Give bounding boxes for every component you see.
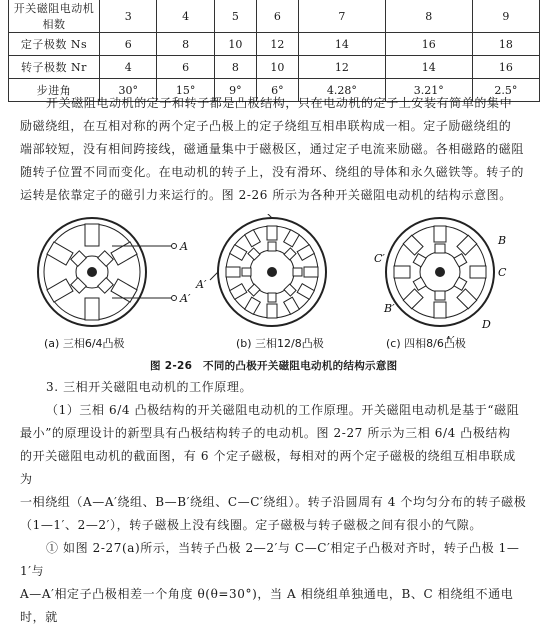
table-row (9, 33, 540, 56)
label-c-A (439, 214, 448, 215)
table-cell: 18 (472, 33, 539, 56)
table-cell: 6 (256, 0, 298, 33)
caption-a: (a) 三相6/4凸极 (44, 337, 125, 350)
table-row (9, 0, 540, 33)
section-para2-line: ① 如图 2-27(a)所示，当转子凸极 2—2′与 C—C′相定子凸极对齐时，转子凸极 1—1′与 (20, 541, 520, 578)
row-label: 开关磁阻电动机相数 (9, 0, 100, 33)
table-cell: 4 (157, 0, 214, 33)
table-cell: 30° (100, 79, 157, 102)
diagram-a-6-4-motor (38, 218, 191, 326)
section-heading: 3. 三相开关磁阻电动机的工作原理。 (46, 380, 253, 394)
table-cell: 2.5° (472, 79, 539, 102)
section-para1-line: （1）三相 6/4 凸极结构的开关磁阻电动机的工作原理。开关磁阻电动机是基于“磁阻 (46, 403, 520, 417)
section-para1-line: 一相绕组（A—A′绕组、B—B′绕组、C—C′绕组）。转子沿圆周有 4 个均匀分布的转子磁极 (20, 495, 527, 509)
table-cell: 12 (256, 33, 298, 56)
table-cell: 6° (256, 79, 298, 102)
label-c-Dprime (409, 214, 422, 217)
label-a-A: A (180, 240, 188, 253)
table-cell: 5 (214, 0, 256, 33)
caption-b: (b) 三相12/8凸极 (236, 337, 324, 350)
label-c-Cprime: C′ (374, 252, 385, 265)
table-cell: 14 (385, 56, 472, 79)
table-cell: 8 (157, 33, 214, 56)
table-cell: 15° (157, 79, 214, 102)
para1-line: 随转子位置不同而变化。在电动机的转子上，没有滑环、绕组的导体和永久磁铁等。转子的 (20, 165, 525, 179)
section-para1-line: 的开关磁阻电动机的截面图，有 6 个定子磁极，每相对的两个定子磁极的绕组互相串联成为 (20, 449, 516, 486)
table-cell: 6 (157, 56, 214, 79)
table-cell: 16 (385, 33, 472, 56)
table-cell: 4 (100, 56, 157, 79)
table-cell: 14 (298, 33, 385, 56)
paragraph-structure (20, 92, 528, 207)
para1-line: 端部较短，没有相间跨接线，磁通量集中于磁极区，通过定子电流来励磁。各相磁路的磁阻 (20, 142, 525, 156)
figure-title: 图 2-26 不同的凸极开关磁阻电动机的结构示意图 (150, 360, 398, 372)
table-cell: 10 (214, 33, 256, 56)
row-label: 定子极数 Ns (9, 33, 100, 56)
diagram-b-12-8-motor (195, 214, 326, 326)
table-cell: 9 (472, 0, 539, 33)
label-c-Bprime: B′ (384, 302, 395, 315)
section-para1-line: （1—1′、2—2′），转子磁极上没有线圈。定子磁极与转子磁极之间有很小的气隙。 (20, 518, 482, 532)
table-cell: 7 (298, 0, 385, 33)
figure-2-26 (22, 214, 522, 350)
label-a-Aprime: A′ (180, 292, 191, 305)
row-label: 转子极数 Nr (9, 56, 100, 79)
table-cell: 12 (298, 56, 385, 79)
table-cell: 3.21° (385, 79, 472, 102)
section-para1-line: 最小”的原理设计的新型具有凸极结构转子的电动机。图 2-27 所示为三相 6/4 凸极结构 (20, 426, 511, 440)
table-cell: 3 (100, 0, 157, 33)
para1-line: 开关磁阻电动机的定子和转子都是凸极结构，只在电动机的定子上安装有简单的集中 (46, 96, 513, 110)
para1-line: 运转是依靠定子的磁引力来运行的。图 2-26 所示为各种开关磁阻电动机的结构示意图。 (20, 188, 512, 202)
table-cell: 10 (256, 56, 298, 79)
row-label: 步进角 (9, 79, 100, 102)
table-cell: 16 (472, 56, 539, 79)
label-c-C: C (498, 266, 507, 279)
diagram-c-8-6-motor (374, 214, 507, 339)
section-3 (20, 376, 528, 629)
table-cell: 4.28° (298, 79, 385, 102)
para1-line: 励磁绕组，在互相对称的两个定子凸极上的定子绕组互相串联构成一相。定子励磁绕组的 (20, 119, 512, 133)
table-cell: 8 (214, 56, 256, 79)
table-cell: 9° (214, 79, 256, 102)
label-c-D: D (482, 318, 491, 331)
section-para2-line: A—A′相定子凸极相差一个角度 θ(θ=30°)，当 A 相绕组单独通电，B、C 相绕组不通电时，就 (20, 587, 514, 624)
table-cell: 8 (385, 0, 472, 33)
parameter-table (8, 0, 540, 102)
label-b-Aprime: A′ (196, 278, 207, 291)
table-row (9, 56, 540, 79)
motor-diagrams (22, 214, 522, 339)
caption-c: (c) 四相8/6凸极 (386, 337, 466, 350)
label-c-B: B (498, 234, 507, 247)
table-cell: 6 (100, 33, 157, 56)
